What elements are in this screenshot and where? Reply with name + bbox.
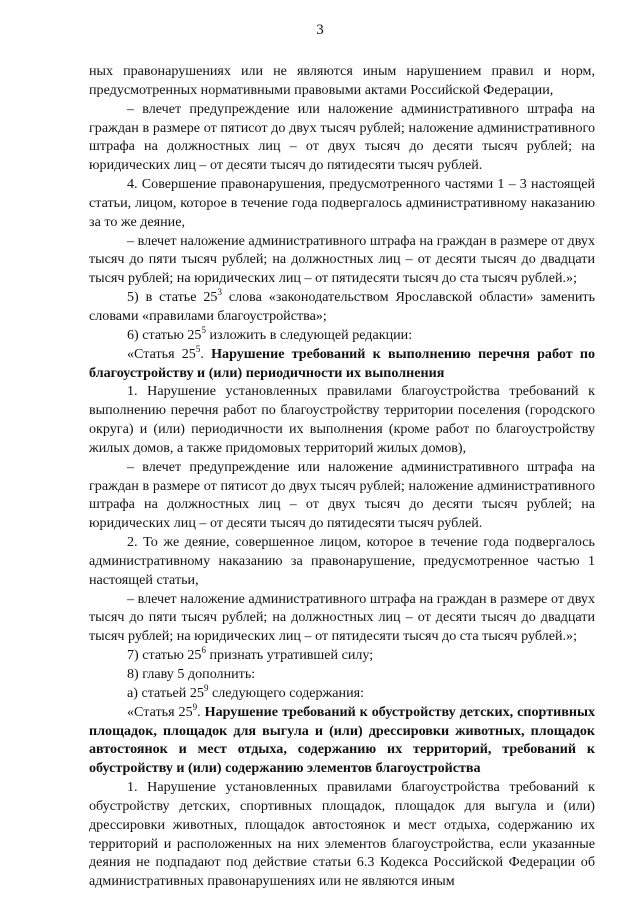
paragraph-p12 — [89, 646, 595, 665]
article-heading: Нарушение требований к обустройству детских, спортивных площадок, площадок для выгула и (или) дрессировки животных, площадок автостоянок и мест отдыха, содержанию их территорий, требований к обустройству и (или) содержанию элементов благоустройства — [89, 703, 596, 777]
paragraph-p16 — [89, 778, 595, 891]
text-segment: «Статья 25 — [127, 345, 196, 362]
superscript-index: 5 — [201, 324, 206, 335]
text-segment: 1. Нарушение установленных правилами благоустройства требований к выполнению перечня работ по благоустройству территории поселения (городского округа) и (или) периодичности их выполнения (кроме работ по благоустройству жилых домов, а также придомовых территорий жилых домов), — [89, 383, 595, 456]
text-segment: – влечет предупреждение или наложение административного штрафа на граждан в размере от пятисот до двух тысяч рублей; наложение административного штрафа на должностных лиц – от двух тысяч до десяти тысяч рублей; на юридических лиц – от десяти тысяч до пятидесяти тысяч рублей. — [89, 458, 595, 532]
text-segment: «Статья 25 — [127, 703, 193, 720]
text-segment: 4. Совершение правонарушения, предусмотренного частями 1 – 3 настоящей статьи, лицом, которое в течение года подвергалось административному наказанию за то же деяние, — [89, 176, 595, 230]
text-segment: 6) статью 25 — [127, 326, 202, 343]
text-segment: слова «законодательством Ярославской области» заменить словами «правилами благоустройства»; — [89, 289, 595, 324]
text-segment: следующего содержания: — [208, 684, 365, 701]
text-segment: 7) статью 25 — [127, 647, 202, 664]
text-segment: – влечет наложение административного штрафа на граждан в размере от двух тысяч до пяти тысяч рублей; на должностных лиц – от десяти тысяч до двадцати тысяч рублей; на юридических лиц – от пятидесяти тысяч до ста тысяч рублей.»; — [89, 590, 595, 645]
paragraph-p14 — [89, 684, 595, 703]
paragraph-p13 — [89, 665, 595, 684]
text-segment: 1. Нарушение установленных правилами благоустройства требований к обустройству детских, спортивных площадок, площадок для выгула и (или) дрессировки животных, площадок автостоянок и мест отдыха, содержанию их территорий и расположенных на них элементов благоустройства, если указанные деяния не подпадают под действие статьи 6.3 Кодекса Российской Федерации об административных правонарушениях или не являются иным — [89, 779, 595, 890]
paragraph-p8 — [89, 382, 595, 457]
paragraph-p6 — [89, 326, 595, 345]
text-segment: – влечет предупреждение или наложение административного штрафа на граждан в размере от пятисот до двух тысяч рублей; наложение административного штрафа на должностных лиц – от двух тысяч до десяти тысяч рублей; на юридических лиц – от десяти тысяч до пятидесяти тысяч рублей. — [89, 100, 595, 174]
text-segment: 5) в статье 25 — [127, 289, 218, 306]
paragraph-p10 — [89, 533, 595, 590]
text-segment: а) статьей 25 — [127, 684, 204, 701]
text-segment: . — [200, 345, 212, 362]
paragraph-p15 — [89, 703, 595, 778]
paragraph-p9 — [89, 458, 595, 533]
page-number: 3 — [316, 22, 324, 38]
superscript-index: 6 — [201, 645, 206, 656]
superscript-index: 5 — [195, 343, 201, 354]
text-segment: ных правонарушениях или не являются иным нарушением правил и норм, предусмотренных нормативными правовыми актами Российской Федерации, — [89, 63, 595, 98]
text-segment: изложить в следующей редакции: — [205, 326, 413, 343]
superscript-index: 9 — [203, 682, 209, 693]
text-segment: признать утратившей силу; — [205, 647, 374, 664]
document-body — [89, 62, 595, 891]
paragraph-p11 — [89, 590, 595, 647]
text-segment: – влечет наложение административного штрафа на граждан в размере от двух тысяч до пяти тысяч рублей; на должностных лиц – от десяти тысяч до двадцати тысяч рублей; на юридических лиц – от пятидесяти тысяч до ста тысяч рублей.»; — [89, 232, 595, 287]
paragraph-p5 — [89, 288, 595, 326]
superscript-index: 3 — [217, 287, 222, 298]
text-segment: 8) главу 5 дополнить: — [127, 666, 256, 682]
article-heading: Нарушение требований к выполнению перечня работ по благоустройству и (или) периодичности их выполнения — [89, 345, 595, 381]
paragraph-p7 — [89, 345, 595, 383]
text-segment: . — [197, 703, 205, 720]
paragraph-p4 — [89, 232, 595, 289]
superscript-index: 9 — [192, 701, 198, 712]
paragraph-p1 — [89, 62, 595, 100]
text-segment: 2. То же деяние, совершенное лицом, которое в течение года подвергалось административному наказанию за правонарушение, предусмотренное частью 1 настоящей статьи, — [89, 534, 595, 588]
paragraph-p2 — [89, 100, 595, 175]
paragraph-p3 — [89, 175, 595, 232]
